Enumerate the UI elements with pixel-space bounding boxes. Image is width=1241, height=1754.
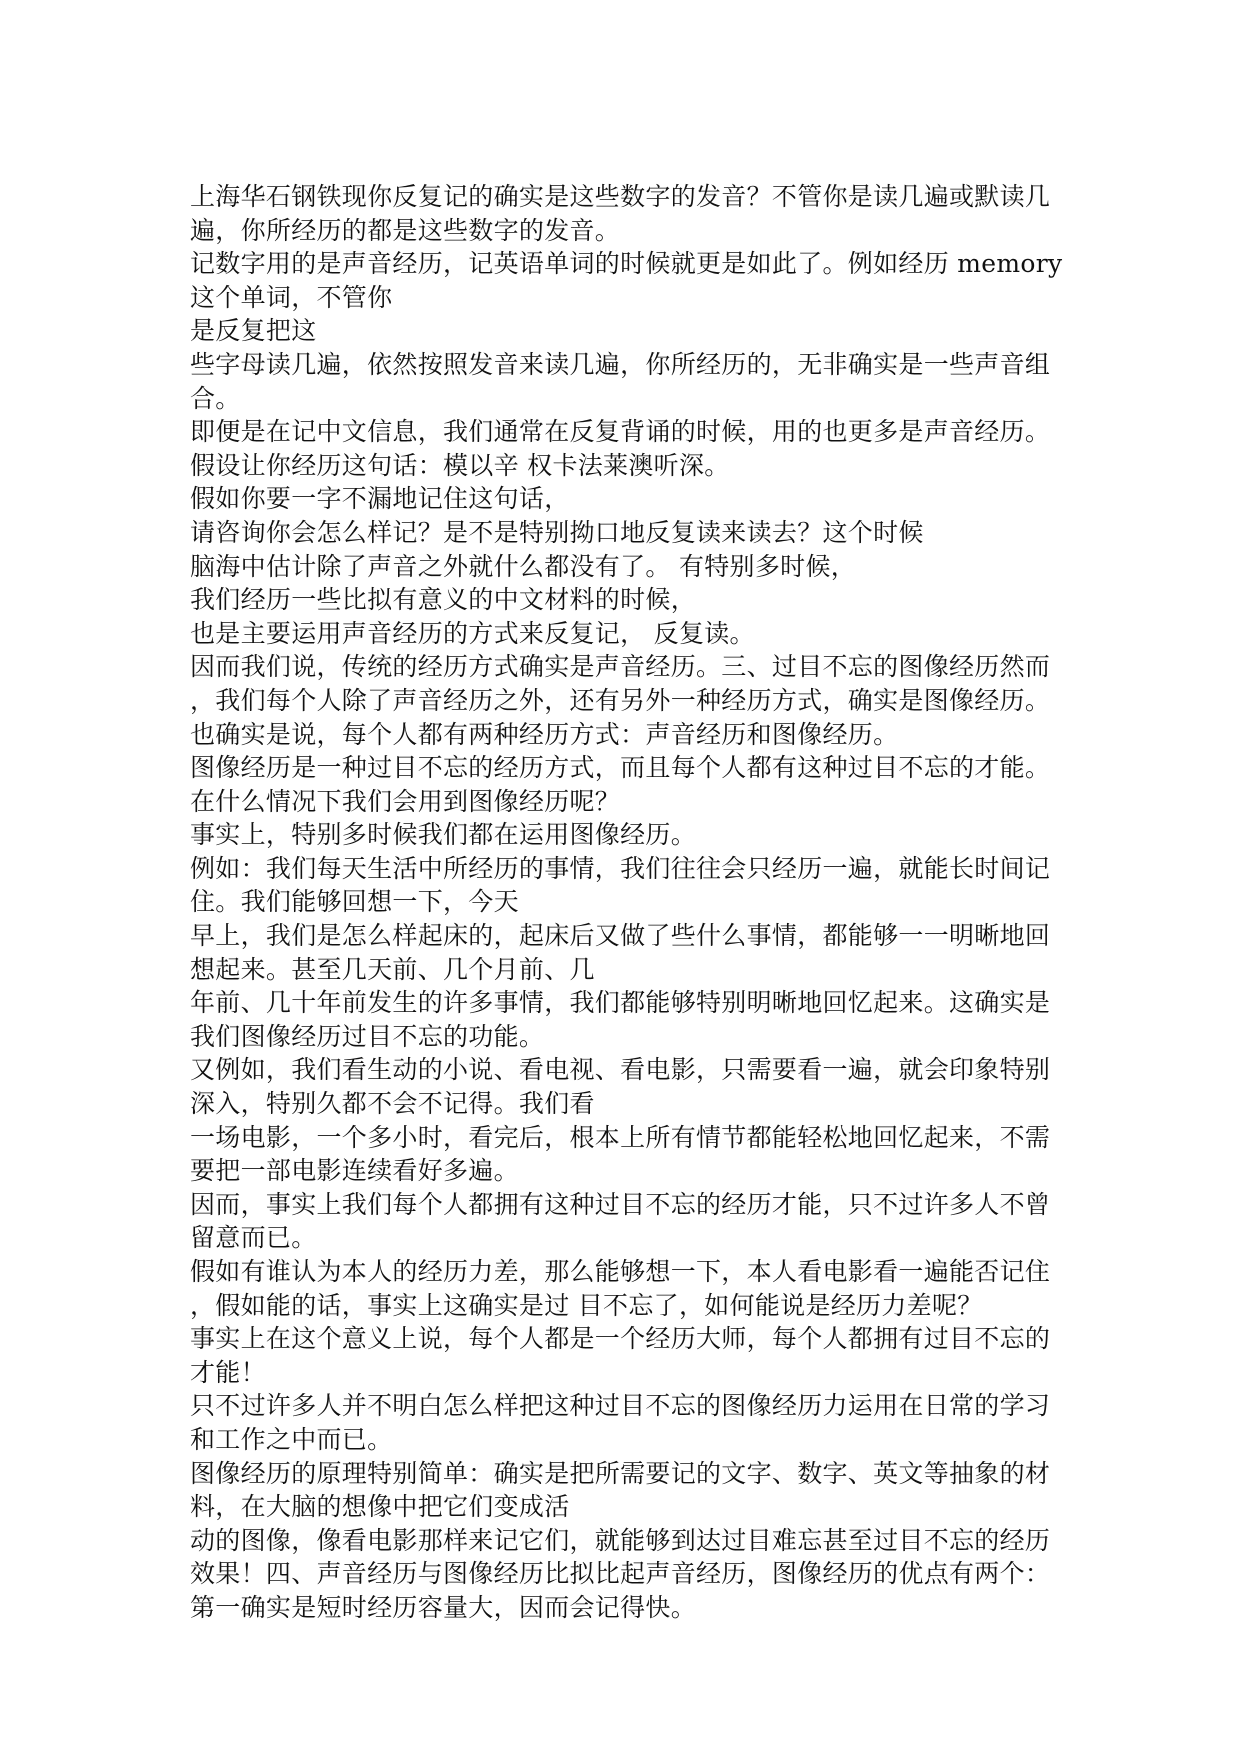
text-line: 我们图像经历过目不忘的功能。 (190, 1021, 545, 1051)
text-line: 深入，特别久都不会不记得。我们看 (190, 1089, 595, 1119)
text-line: 又例如，我们看生动的小说、看电视、看电影，只需要看一遍，就会印象特别 (190, 1055, 1051, 1085)
text-line: 才能！ (190, 1357, 266, 1387)
text-line: 料，在大脑的想像中把它们变成活 (190, 1492, 570, 1522)
text-line: 只不过许多人并不明白怎么样把这种过目不忘的图像经历力运用在日常的学习 (190, 1391, 1051, 1421)
text-line: 在什么情况下我们会用到图像经历呢？ (190, 786, 621, 816)
text-line: 例如：我们每天生活中所经历的事情，我们往往会只经历一遍，就能长时间记 (190, 853, 1051, 883)
text-line: 动的图像，像看电影那样来记它们，就能够到达过目难忘甚至过目不忘的经历 (190, 1525, 1051, 1555)
text-line: ，我们每个人除了声音经历之外，还有另外一种经历方式，确实是图像经历。 (190, 685, 1051, 715)
document-body (190, 180, 1063, 1625)
text-line: 事实上在这个意义上说，每个人都是一个经历大师，每个人都拥有过目不忘的 (190, 1324, 1051, 1354)
text-line: 合。 (190, 383, 241, 413)
text-line: 留意而已。 (190, 1223, 317, 1253)
text-line: 也确实是说，每个人都有两种经历方式：声音经历和图像经历。 (190, 719, 899, 749)
text-line: 早上，我们是怎么样起床的，起床后又做了些什么事情，都能够一一明晰地回 (190, 921, 1051, 951)
text-line: 遍，你所经历的都是这些数字的发音。 (190, 215, 621, 245)
text-line: 一场电影，一个多小时，看完后，根本上所有情节都能轻松地回忆起来，不需 (190, 1122, 1051, 1152)
text-line: 因而我们说，传统的经历方式确实是声音经历。三、过目不忘的图像经历然而 (190, 652, 1051, 682)
text-line: 这个单词，不管你 (190, 282, 393, 312)
text-line: 第一确实是短时经历容量大，因而会记得快。 (190, 1592, 697, 1622)
text-line: 我们经历一些比拟有意义的中文材料的时候， (190, 585, 697, 615)
text-line: 脑海中估计除了声音之外就什么都没有了。 有特别多时候， (190, 551, 857, 581)
text-line: 假设让你经历这句话：模以辛 权卡法莱澳听深。 (190, 450, 730, 480)
text-line: 年前、几十年前发生的许多事情，我们都能够特别明晰地回忆起来。这确实是 (190, 988, 1051, 1018)
text-line: 也是主要运用声音经历的方式来反复记， 反复读。 (190, 618, 755, 648)
text-line: 因而，事实上我们每个人都拥有这种过目不忘的经历才能，只不过许多人不曾 (190, 1189, 1051, 1219)
text-line: 事实上，特别多时候我们都在运用图像经历。 (190, 820, 697, 850)
text-line: 和工作之中而已。 (190, 1424, 393, 1454)
text-line: 些字母读几遍，依然按照发音来读几遍，你所经历的，无非确实是一些声音组 (190, 349, 1051, 379)
text-line: ，假如能的话，事实上这确实是过 目不忘了，如何能说是经历力差呢？ (190, 1290, 983, 1320)
text-line: 假如你要一字不漏地记住这句话， (190, 484, 570, 514)
text-line: 是反复把这 (190, 316, 317, 346)
text-line: 住。我们能够回想一下，今天 (190, 887, 519, 917)
text-line: 假如有谁认为本人的经历力差，那么能够想一下，本人看电影看一遍能否记住 (190, 1257, 1051, 1286)
text-line: 即便是在记中文信息，我们通常在反复背诵的时候，用的也更多是声音经历。 (190, 417, 1051, 447)
text-line: 图像经历的原理特别简单：确实是把所需要记的文字、数字、英文等抽象的材 (190, 1458, 1051, 1488)
text-line: 要把一部电影连续看好多遍。 (190, 1156, 519, 1186)
text-line: 图像经历是一种过目不忘的经历方式，而且每个人都有这种过目不忘的才能。 (190, 753, 1051, 783)
text-line: 上海华石钢铁现你反复记的确实是这些数字的发音？不管你是读几遍或默读几 (190, 182, 1051, 211)
text-line: 想起来。甚至几天前、几个月前、几 (190, 954, 595, 984)
text-line: 记数字用的是声音经历，记英语单词的时候就更是如此了。例如经历 memory (190, 249, 1063, 279)
text-line: 请咨询你会怎么样记？是不是特别拗口地反复读来读去？这个时候 (190, 517, 924, 547)
text-line: 效果！四、声音经历与图像经历比拟比起声音经历，图像经历的优点有两个： (190, 1559, 1051, 1589)
